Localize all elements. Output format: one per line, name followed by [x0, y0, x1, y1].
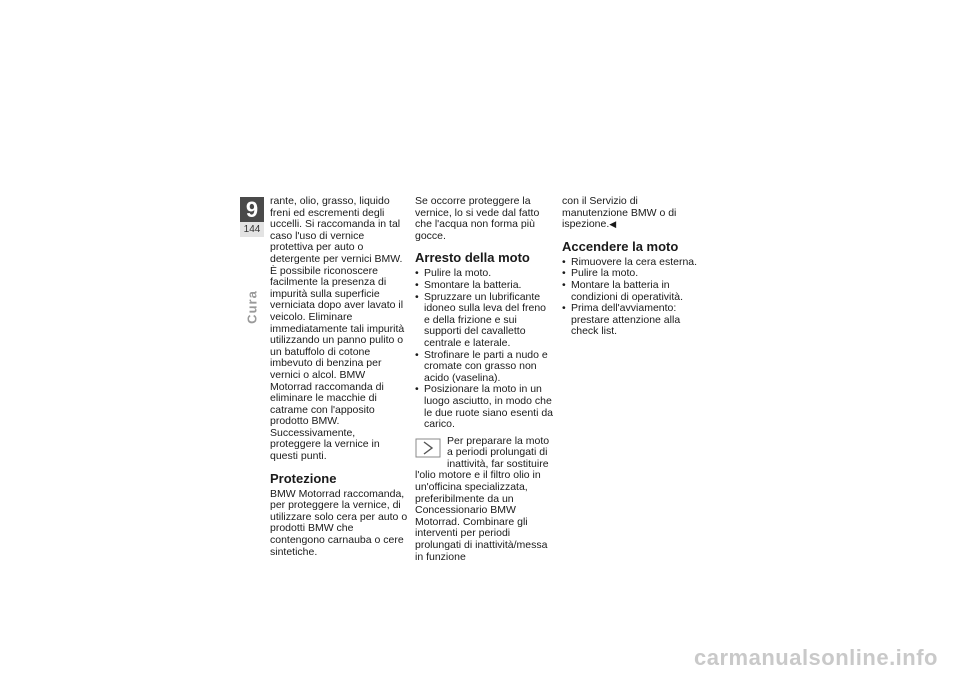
page-number: 144	[240, 222, 264, 237]
paragraph: rante, olio, grasso, liquido freni ed escrementi degli uccelli. Si raccomanda in tal caso l'uso di vernice protettiva per auto o detergente per vernici BMW.	[270, 195, 403, 265]
bullet-list	[562, 257, 700, 338]
chapter-marker	[240, 197, 264, 237]
continuation-text: con il Servizio di manutenzione BMW o di ispezione.	[562, 195, 677, 231]
list-item: • Pulire la moto.	[562, 268, 700, 280]
end-of-section-icon: ◀	[609, 219, 617, 230]
list-item: • Smontare la batteria.	[415, 280, 553, 292]
heading-accendere-la-moto: Accendere la moto	[562, 238, 679, 254]
list-item: • Strofinare le parti a nudo e cromate con grasso non acido (vaselina).	[415, 350, 553, 385]
list-item: • Posizionare la moto in un luogo asciutto, in modo che le due ruote siano esenti da carico.	[415, 384, 553, 430]
text-column-2	[415, 196, 553, 563]
list-item: • Montare la batteria in condizioni di operatività.	[562, 280, 700, 303]
text-column-1	[270, 196, 408, 558]
heading-protezione: Protezione	[270, 470, 337, 486]
note-block	[415, 436, 553, 564]
paragraph: È possibile riconoscere facilmente la presenza di impurità sulla superficie verniciata dopo aver lavato il veicolo. Eliminare immediatamente tali impurità utilizzando un panno pulito o un batuffolo di cotone imbevuto di benzina per vernici o alcol. BMW Motorrad raccomanda di eliminare le macchie di catrame con l'apposito prodotto BMW. Successivamente, proteggere la vernice in questi punti.	[270, 264, 405, 463]
chapter-number: 9	[245, 197, 259, 222]
bullet-list	[415, 268, 553, 430]
list-item: • Prima dell'avviamento: prestare attenzione alla check list.	[562, 303, 700, 338]
list-item: • Pulire la moto.	[415, 268, 553, 280]
note-arrow-icon	[415, 438, 441, 458]
section-label: Cura	[244, 290, 260, 324]
paragraph	[562, 196, 700, 231]
list-item: • Rimuovere la cera esterna.	[562, 257, 700, 269]
heading-arresto-della-moto: Arresto della moto	[415, 250, 530, 266]
note-text: Per preparare la moto a periodi prolungati di inattività, far sostituire l'olio motore e il filtro olio in un'officina specializzata, preferibilmente da un Concessionario BMW Motorrad. Combinare gli interventi per periodi prolungati di inattività/messa in funzione	[415, 434, 550, 563]
paragraph: Se occorre proteggere la vernice, lo si vede dal fatto che l'acqua non forma più gocce.	[415, 195, 540, 242]
text-column-3	[562, 196, 700, 338]
list-item: • Spruzzare un lubrificante idoneo sulla leva del freno e della frizione e sui supporti del cavalletto centrale e laterale.	[415, 292, 553, 350]
watermark: carmanualsonline.info	[694, 645, 938, 670]
paragraph: BMW Motorrad raccomanda, per proteggere la vernice, di utilizzare solo cera per auto o prodotti BMW che contengono carnauba o cere sintetiche.	[270, 487, 408, 558]
